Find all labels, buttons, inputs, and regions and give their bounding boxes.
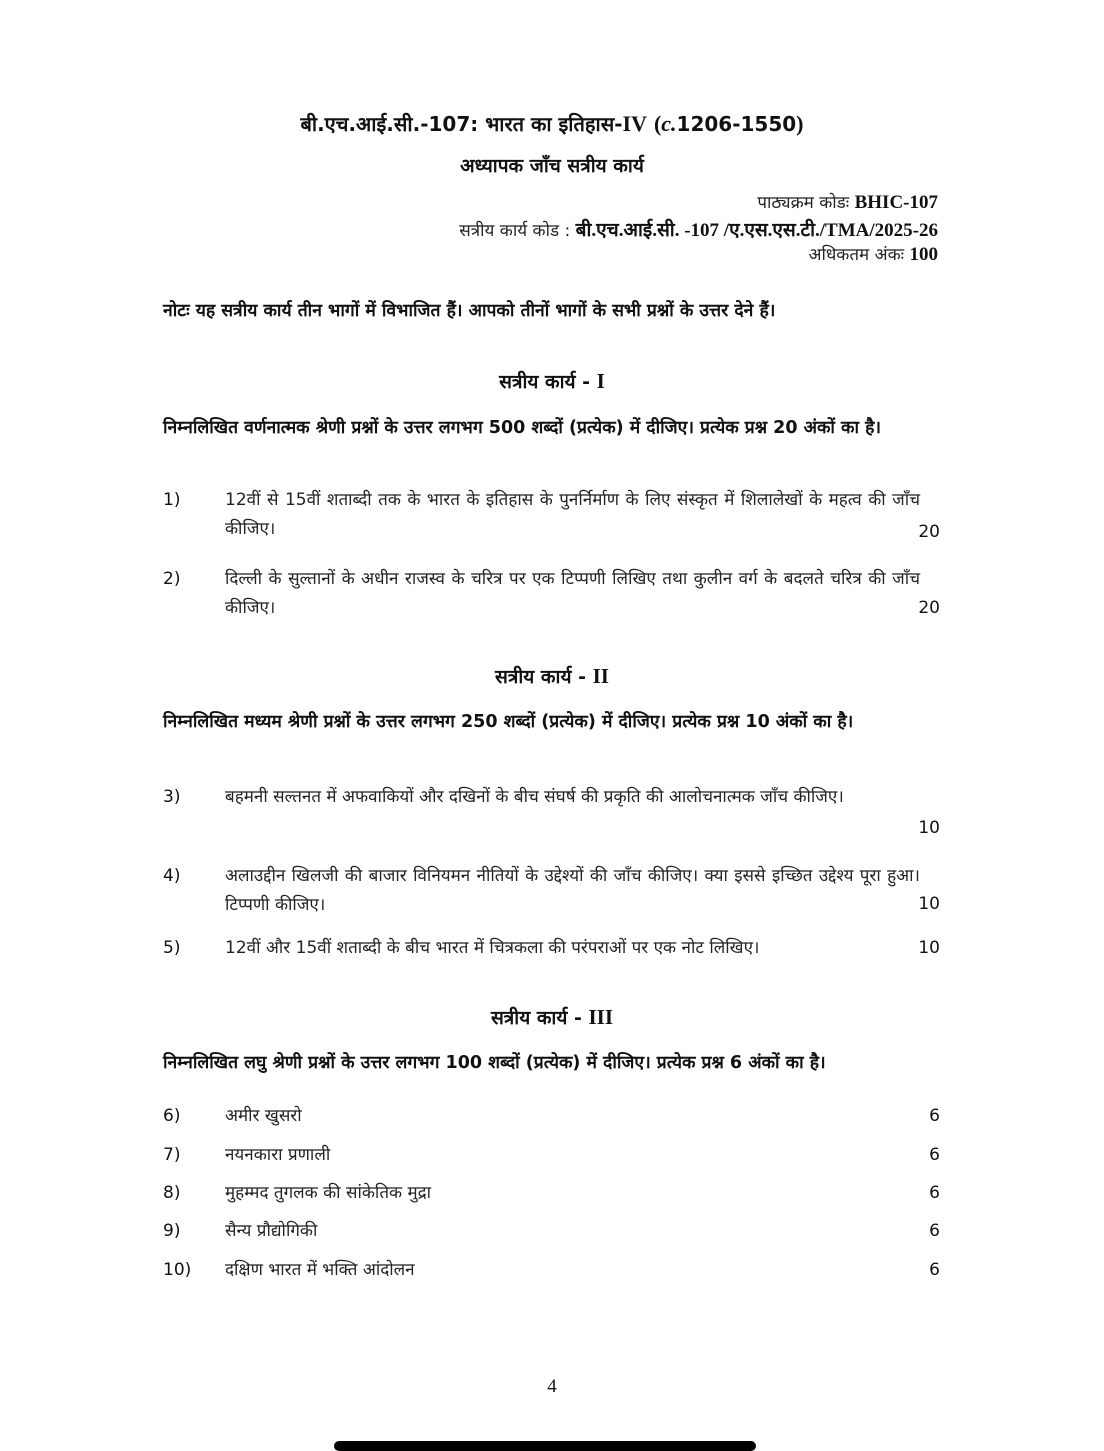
question-marks: 20 bbox=[918, 522, 940, 542]
question-item bbox=[163, 565, 940, 625]
section-heading-text: सत्रीय कार्य - bbox=[499, 371, 597, 393]
question-marks: 10 bbox=[918, 938, 940, 958]
assignment-subtitle: अध्यापक जाँच सत्रीय कार्य bbox=[460, 155, 644, 177]
question-text: 12वीं और 15वीं शताब्दी के बीच भारत में चित्रकला की परंपराओं पर एक नोट लिखिए। bbox=[225, 938, 760, 958]
section-heading bbox=[0, 368, 1104, 394]
section-heading-text: सत्रीय कार्य - bbox=[490, 1007, 589, 1029]
section-heading bbox=[0, 1004, 1104, 1030]
question-item bbox=[163, 783, 940, 843]
question-marks: 20 bbox=[918, 598, 940, 618]
question-item bbox=[163, 1102, 940, 1132]
course-title bbox=[0, 110, 1104, 137]
assignment-code-line bbox=[459, 216, 938, 242]
course-title-open-paren: ( bbox=[653, 111, 662, 136]
question-text: अलाउद्दीन खिलजी की बाजार विनियमन नीतियों के उद्देश्यों की जाँच कीजिए। क्या इससे इच्छित उद्देश्य पूरा हुआ। टिप्पणी कीजिए। bbox=[225, 866, 920, 915]
course-code-label: पाठ्यक्रम कोडः bbox=[757, 193, 850, 213]
question-number: 5) bbox=[163, 938, 181, 958]
question-number: 3) bbox=[163, 787, 181, 807]
question-item bbox=[163, 1179, 940, 1209]
question-marks: 6 bbox=[929, 1145, 940, 1165]
question-text: दिल्ली के सुल्तानों के अधीन राजस्व के चरित्र पर एक टिप्पणी लिखिए तथा कुलीन वर्ग के बदलते चरित्र की जाँच कीजिए। bbox=[225, 569, 920, 618]
course-title-hindi: बी.एच.आई.सी.-107: भारत का इतिहास- bbox=[300, 112, 623, 136]
section-heading bbox=[0, 663, 1104, 689]
section-instruction: निम्नलिखित मध्यम श्रेणी प्रश्नों के उत्तर लगभग 250 शब्दों (प्रत्येक) में दीजिए। प्रत्येक प्रश्न 10 अंकों का है। bbox=[163, 712, 854, 732]
question-text: दक्षिण भारत में भक्ति आंदोलन bbox=[225, 1260, 415, 1280]
assignment-code-value: बी.एच.आई.सी. -107 /ए.एस.एस.टी./TMA/2025-26 bbox=[575, 220, 938, 241]
question-text: बहमनी सल्तनत में अफवाकियों और दखिनों के बीच संघर्ष की प्रकृति की आलोचनात्मक जाँच कीजिए। bbox=[225, 787, 844, 807]
course-title-years: 1206-1550 bbox=[676, 112, 797, 136]
question-item bbox=[163, 934, 940, 964]
question-text: सैन्य प्रौद्योगिकी bbox=[225, 1221, 318, 1241]
course-title-close-paren: ) bbox=[796, 111, 804, 136]
question-item bbox=[163, 862, 940, 922]
question-marks: 6 bbox=[929, 1183, 940, 1203]
course-code-line bbox=[757, 190, 938, 214]
home-indicator-bar[interactable] bbox=[334, 1441, 756, 1451]
question-number: 7) bbox=[163, 1145, 181, 1165]
question-marks: 6 bbox=[929, 1260, 940, 1280]
question-text: नयनकारा प्रणाली bbox=[225, 1145, 331, 1165]
section-heading-text: सत्रीय कार्य - bbox=[495, 666, 593, 688]
question-item bbox=[163, 1256, 940, 1286]
question-item bbox=[163, 1217, 940, 1247]
question-number: 4) bbox=[163, 866, 181, 886]
question-number: 9) bbox=[163, 1221, 181, 1241]
course-title-circa: c. bbox=[661, 111, 677, 136]
section-heading-roman: III bbox=[588, 1005, 614, 1029]
question-item bbox=[163, 486, 940, 546]
question-number: 1) bbox=[163, 490, 181, 510]
section-heading-roman: II bbox=[592, 664, 609, 688]
note: नोटः यह सत्रीय कार्य तीन भागों में विभाजित हैं। आपको तीनों भागों के सभी प्रश्नों के उत्तर देने हैं। bbox=[163, 301, 776, 321]
question-item bbox=[163, 1141, 940, 1171]
question-text: मुहम्मद तुगलक की सांकेतिक मुद्रा bbox=[225, 1183, 432, 1203]
section-instruction: निम्नलिखित लघु श्रेणी प्रश्नों के उत्तर लगभग 100 शब्दों (प्रत्येक) में दीजिए। प्रत्येक प्रश्न 6 अंकों का है। bbox=[163, 1053, 826, 1073]
course-title-roman: IV bbox=[622, 111, 647, 136]
question-marks: 6 bbox=[929, 1106, 940, 1126]
section-heading-roman: I bbox=[596, 369, 605, 393]
course-code-value: BHIC-107 bbox=[854, 192, 938, 213]
max-marks-label: अधिकतम अंकः bbox=[808, 245, 905, 265]
section-instruction: निम्नलिखित वर्णनात्मक श्रेणी प्रश्नों के उत्तर लगभग 500 शब्दों (प्रत्येक) में दीजिए। प्रत्येक प्रश्न 20 अंकों का है। bbox=[163, 418, 882, 438]
question-marks: 10 bbox=[918, 894, 940, 914]
max-marks-line bbox=[808, 242, 938, 266]
question-marks: 6 bbox=[929, 1221, 940, 1241]
question-number: 10) bbox=[163, 1260, 192, 1280]
question-number: 6) bbox=[163, 1106, 181, 1126]
question-text: अमीर खुसरो bbox=[225, 1106, 302, 1126]
max-marks-value: 100 bbox=[909, 244, 938, 265]
question-text: 12वीं से 15वीं शताब्दी तक के भारत के इतिहास के पुनर्निर्माण के लिए संस्कृत में शिलालेखों के महत्व की जाँच कीजिए। bbox=[225, 490, 920, 539]
question-number: 2) bbox=[163, 569, 181, 589]
page-number: 4 bbox=[547, 1376, 557, 1397]
question-marks: 10 bbox=[918, 818, 940, 838]
assignment-code-label: सत्रीय कार्य कोड : bbox=[459, 221, 571, 241]
question-number: 8) bbox=[163, 1183, 181, 1203]
